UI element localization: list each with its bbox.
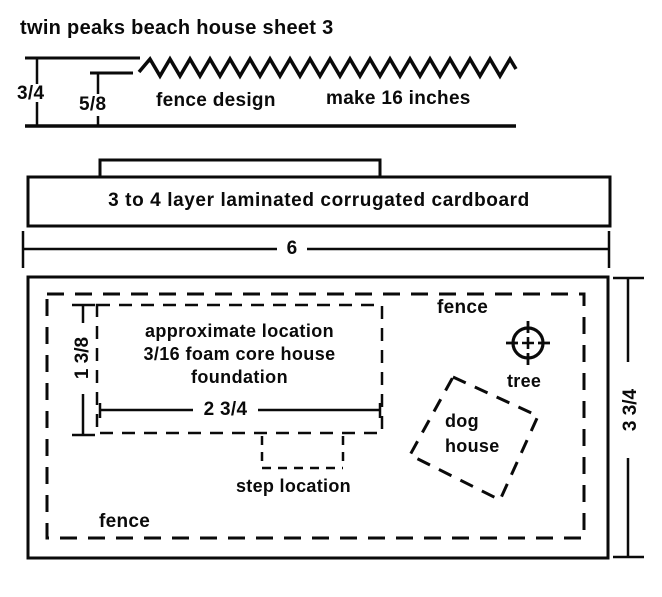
foundation-height-dim-label: 1 3/8 — [72, 336, 93, 380]
cardboard-label: 3 to 4 layer laminated corrugated cardboard — [108, 190, 530, 211]
cardboard-tab-outline — [100, 160, 380, 177]
foundation-note-line3: foundation — [191, 367, 288, 387]
foundation-note-line2: 3/16 foam core house — [143, 344, 336, 364]
dog-house-caption — [445, 409, 500, 459]
fence-design-caption: fence design — [156, 90, 276, 111]
foundation-note — [97, 320, 382, 389]
tree-symbol-icon — [506, 321, 550, 365]
tree-caption: tree — [507, 371, 542, 391]
fence-length-note: make 16 inches — [326, 88, 471, 109]
dog-house-caption-line2: house — [445, 436, 500, 456]
page-title: twin peaks beach house sheet 3 — [20, 17, 334, 39]
step-location-caption: step location — [236, 476, 351, 496]
base-height-dim-label: 3 3/4 — [620, 388, 641, 432]
dog-house-caption-line1: dog — [445, 411, 479, 431]
fence-picket-dim-label: 5/8 — [79, 94, 107, 115]
width-dimension-6 — [23, 231, 609, 268]
tree-center-plus — [522, 337, 534, 349]
foundation-width-dim-label: 2 3/4 — [203, 399, 248, 420]
foundation-note-line1: approximate location — [144, 321, 335, 341]
step-dashed-outline — [262, 436, 343, 468]
fence-height-dim-label: 3/4 — [17, 83, 45, 104]
fence-label-bottom: fence — [99, 511, 151, 532]
base-width-dim-label: 6 — [286, 238, 298, 259]
fence-label-top: fence — [437, 297, 489, 318]
fence-zigzag — [139, 59, 516, 76]
